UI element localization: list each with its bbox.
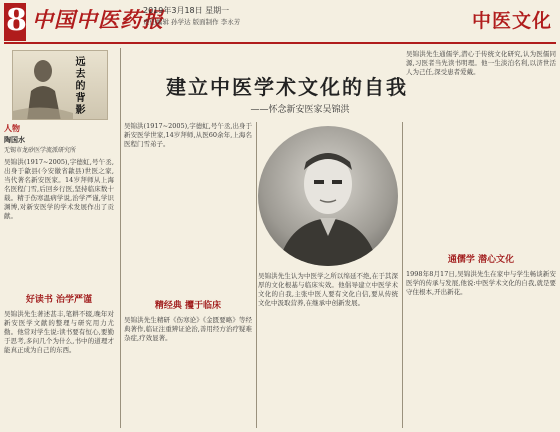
column-rule-2 [256, 122, 257, 428]
author-byline [4, 136, 25, 145]
column-vertical-title: 远去的背影 [73, 56, 84, 116]
issue-date: 2019年3月18日 星期一 [143, 6, 230, 15]
column-rule-1 [120, 48, 121, 428]
portrait-photo [258, 126, 398, 266]
column3-body-text: 吴锦洪先生认为中医学之所以绵延不绝,在于其深厚的文化根基与临床实效。他倡导建立中医学术文化的自我,主张中医人要有文化自信,要从传统文化中汲取营养,在继承中创新发展。 [258, 272, 398, 307]
page-number: 8 [6, 3, 27, 38]
column-banner-image [12, 50, 108, 120]
author-affiliation: 无锡市龙砂医学流派研究所 [4, 147, 77, 154]
left-column [4, 48, 116, 428]
header-divider [4, 42, 556, 44]
section-head-left [4, 294, 114, 306]
silhouette-figure-icon [13, 51, 108, 120]
column2-lower-text: 吴锦洪先生精研《伤寒论》《金匮要略》等经典著作,临证注重辨证论治,善用经方治疗疑难杂症,疗效显著。 [124, 316, 252, 342]
article-title: 建立中医学术文化的自我 [166, 75, 408, 99]
author-name: 陶国水 [4, 136, 25, 144]
section-head-right-text: 通儒学 潜心文化 [447, 255, 515, 265]
newspaper-header [0, 0, 560, 44]
column4-body-text: 吴锦洪先生通儒学,潜心于传统文化研究,认为医儒同源,习医者当先读书明理。他一生淡泊名利,以济世活人为己任,深受患者爱戴。 [406, 50, 556, 76]
column-rule-3 [402, 122, 403, 428]
column-label: 人物 [4, 124, 20, 133]
section-head-left-text: 好读书 治学严谨 [25, 295, 93, 305]
editor-credits: 责任编辑 孙学达 版面制作 李永芳 [143, 18, 241, 26]
column4-lower-text: 1998年8月17日,吴锦洪先生在家中与学生畅谈新安医学的传承与发展,他说:中医学术文化的自我,就是要守住根本,开出新花。 [406, 270, 556, 296]
left-body-text-1: 吴锦洪(1917~2005),字德虹,号午丞,出身于歙县(今安徽省歙县)世医之家,当代著名新安医家。14岁拜师从上海名医程门雪,后回乡行医,坚持临床数十载。精于伤寒温病学说,治学严谨,学识渊博,对新安医学的学术发展作出了贡献。 [4, 158, 114, 220]
section-head-center-text: 精经典 攫于临床 [154, 301, 222, 311]
section-head-right [406, 254, 556, 266]
section-title: 中医文化 [471, 10, 552, 32]
column2-body-text: 吴锦洪(1917~2005),字德虹,号午丞,出身于新安医学世家,14岁拜师,从医60余年,上海名医程门雪弟子。 [124, 122, 252, 148]
article-subtitle: ——怀念新安医家吴锦洪 [250, 105, 350, 115]
left-body-text-2: 吴锦洪先生著述甚丰,笔耕不辍,晚年对新安医学文献的整理与研究用力尤勤。他常对学生说:读书要有恒心,要勤于思考,多问几个为什么,书中的道理才能真正成为自己的东西。 [4, 310, 114, 354]
masthead-logo: 中国中医药报 [32, 7, 164, 32]
portrait-figure-icon [258, 126, 398, 266]
section-head-center [124, 300, 252, 312]
